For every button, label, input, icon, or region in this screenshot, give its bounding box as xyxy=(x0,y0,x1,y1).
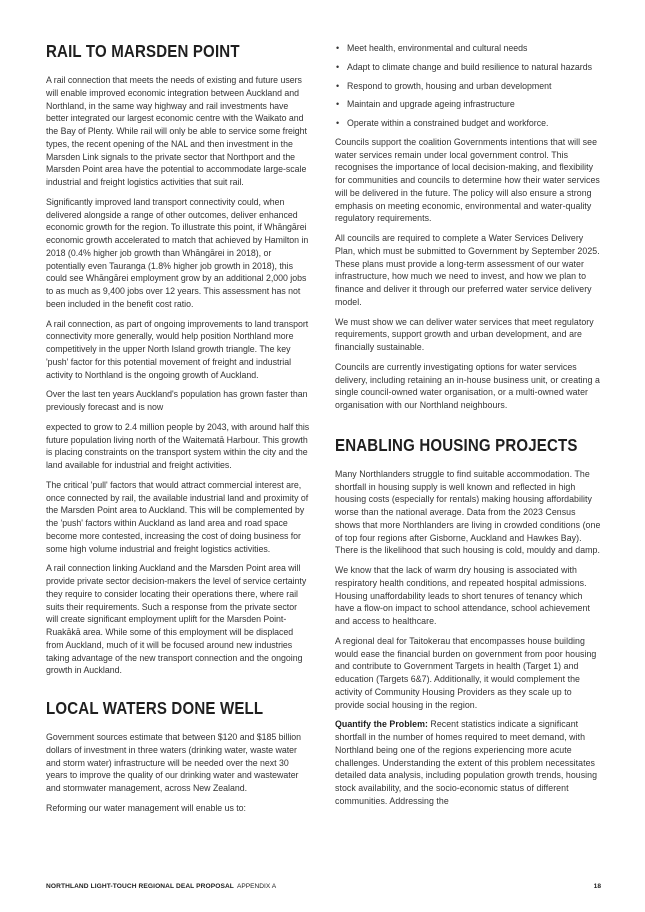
section-heading-housing: ENABLING HOUSING PROJECTS xyxy=(335,434,578,455)
list-item: • Adapt to climate change and build resilience to natural hazards xyxy=(335,61,601,74)
water-reform-bullet-list xyxy=(335,42,601,130)
paragraph: We know that the lack of warm dry housing is associated with respiratory health conditions, and repeated hospital admissions. Housing unaffordability leads to short tenures of tenancy which have a flow-on impact to school attendance, school achievement and access to healthcare. xyxy=(335,565,590,626)
footer-appendix-label: APPENDIX A xyxy=(236,883,277,890)
page-number: 18 xyxy=(593,883,601,890)
paragraph-lead-in: Quantify the Problem: xyxy=(335,719,428,730)
section-heading-waters: LOCAL WATERS DONE WELL xyxy=(46,698,264,718)
paragraph: All councils are required to complete a Water Services Delivery Plan, which must be submitted to Government by September 2025. These plans must provide a long-term assessment of our water infrastructure, how much we need to invest, and how we plan to finance and deliver it through our preferred water service delivery model. xyxy=(335,233,600,307)
paragraph: A rail connection, as part of ongoing improvements to land transport connectivity more generally, would help position Northland more competitively in the upper North Island growth triangle. The key 'push' factor for this potential movement of freight and industrial activity to Northland is the ongoing growth of Auckland. xyxy=(46,318,309,380)
paragraph: The critical 'pull' factors that would attract commercial interest are, once connected by rail, the available industrial land and proximity of the Marsden Point area to Auckland. This will be complemented by the 'push' factors within Auckland as land area and road space become more contested, increasing the cost of doing business for some high volume industrial and freight logistics activities. xyxy=(46,479,309,554)
paragraph: Over the last ten years Auckland's population has grown faster than previously forecast and is now xyxy=(46,389,308,412)
footer-document-title: NORTHLAND LIGHT-TOUCH REGIONAL DEAL PROPOSAL xyxy=(46,883,234,890)
page-footer xyxy=(46,883,601,895)
list-item: • Meet health, environmental and cultural needs xyxy=(335,42,601,55)
list-item: • Operate within a constrained budget and workforce. xyxy=(335,117,601,130)
paragraph: Councils support the coalition Governments intentions that will see water services remain under local government control. This recognises the importance of local decision-making, and flexibility for communities and councils to determine how their water services will be delivered in the future. The policy will also ensure a strong emphasis on meeting economic, environmental and water-quality regulatory requirements. xyxy=(335,136,600,224)
section-heading-rail: RAIL TO MARSDEN POINT xyxy=(46,41,240,61)
paragraph: Many Northlanders struggle to find suitable accommodation. The shortfall in housing supply is well known and reflected in high housing costs (especially for rentals) making housing affordability worse than the national average. Data from the 2023 Census shows that more Northlanders are living in crowded conditions (one of top four regions after Gisborne, Auckland and Hawkes Bay). There is the likelihood that such housing is cold, mouldy and damp. xyxy=(335,468,601,556)
paragraph: Significantly improved land transport connectivity could, when delivered alongside a range of other outcomes, deliver enhanced economic growth for the region. To illustrate this point, if Whāngārei economic growth accelerated to match that achieved by Hamilton in 2018 (0.4% higher job growth than Whāngārei in 2018), or potentially even Tauranga (1.8% higher job growth in 2018), this could see Whāngārei employment grow by an additional 2,000 jobs to as much as 9,400 jobs over 12 years. This assessment has not been included in the benefit cost ratio. xyxy=(46,196,309,309)
paragraph: Councils are currently investigating options for water services delivery, including retaining an in-house business unit, or creating a single council-owned water organisation, or a multi-owned water organisation with our Northland neighbours. xyxy=(335,361,600,410)
paragraph-quantify-problem xyxy=(335,718,601,807)
list-item: • Maintain and upgrade ageing infrastructure xyxy=(335,98,601,111)
left-column xyxy=(46,38,310,822)
paragraph-body: Recent statistics indicate a significant shortfall in the number of homes required to meet demand, with Northland being one of the regions experiencing more acute challenges. Understanding the extent of this problem necessitates detailed data analysis, including population growth trends, housing stock availability, and the socio-economic status of different communities. Addressing the xyxy=(335,719,598,806)
paragraph: A rail connection that meets the needs of existing and future users will enable improved economic integration between Auckland and Northland, in the same way highway and rail investments have better integrated our largest economic centre with the Waikato and the Bay of Plenty. While rail will only be able to service some freight types, the recent opening of the NAL and then investment in the Marsden Link signals to the private sector that Northport and the Marsden Point area have the potential to accommodate large-scale industrial and freight logistics activities that suit rail. xyxy=(46,75,307,187)
paragraph: A rail connection linking Auckland and the Marsden Point area will provide private sector decision-makers the level of service certainty they require to consider locating their operations there, where rail suits their requirements. Such a response from the private sector will create significant employment uplift for the Marsden Point-Ruakākā area. While some of this employment will be displaced from Auckland, much of it will be focused around new industries taking advantage of the new transport connection and the ongoing growth in Auckland. xyxy=(46,563,307,676)
right-column xyxy=(335,42,601,815)
paragraph: Government sources estimate that between $120 and $185 billion dollars of investment in three waters (drinking water, waste water and storm water) infrastructure will be needed over the next 30 years to improve the quality of our drinking water and wastewater and stormwater management, across New Zealand. xyxy=(46,732,302,793)
paragraph: expected to grow to 2.4 million people by 2043, with around half this future population living north of the Waitematā Harbour. This growth is placing constraints on the transport system within the city and the land available for industrial and freight activities. xyxy=(46,421,310,470)
paragraph: We must show we can deliver water services that meet regulatory requirements, support growth and urban development, and are financially sustainable. xyxy=(335,316,594,352)
paragraph: Reforming our water management will enable us to: xyxy=(46,802,246,813)
list-item: • Respond to growth, housing and urban development xyxy=(335,80,601,93)
paragraph: A regional deal for Taitokerau that encompasses house building would ease the financial burden on government from poor housing and contribute to Government Targets in health (Target 1) and education (Targets 6&7). Additionally, it would complement the activity of Community Housing Providers as they scale up to provide social housing in the region. xyxy=(335,635,597,710)
